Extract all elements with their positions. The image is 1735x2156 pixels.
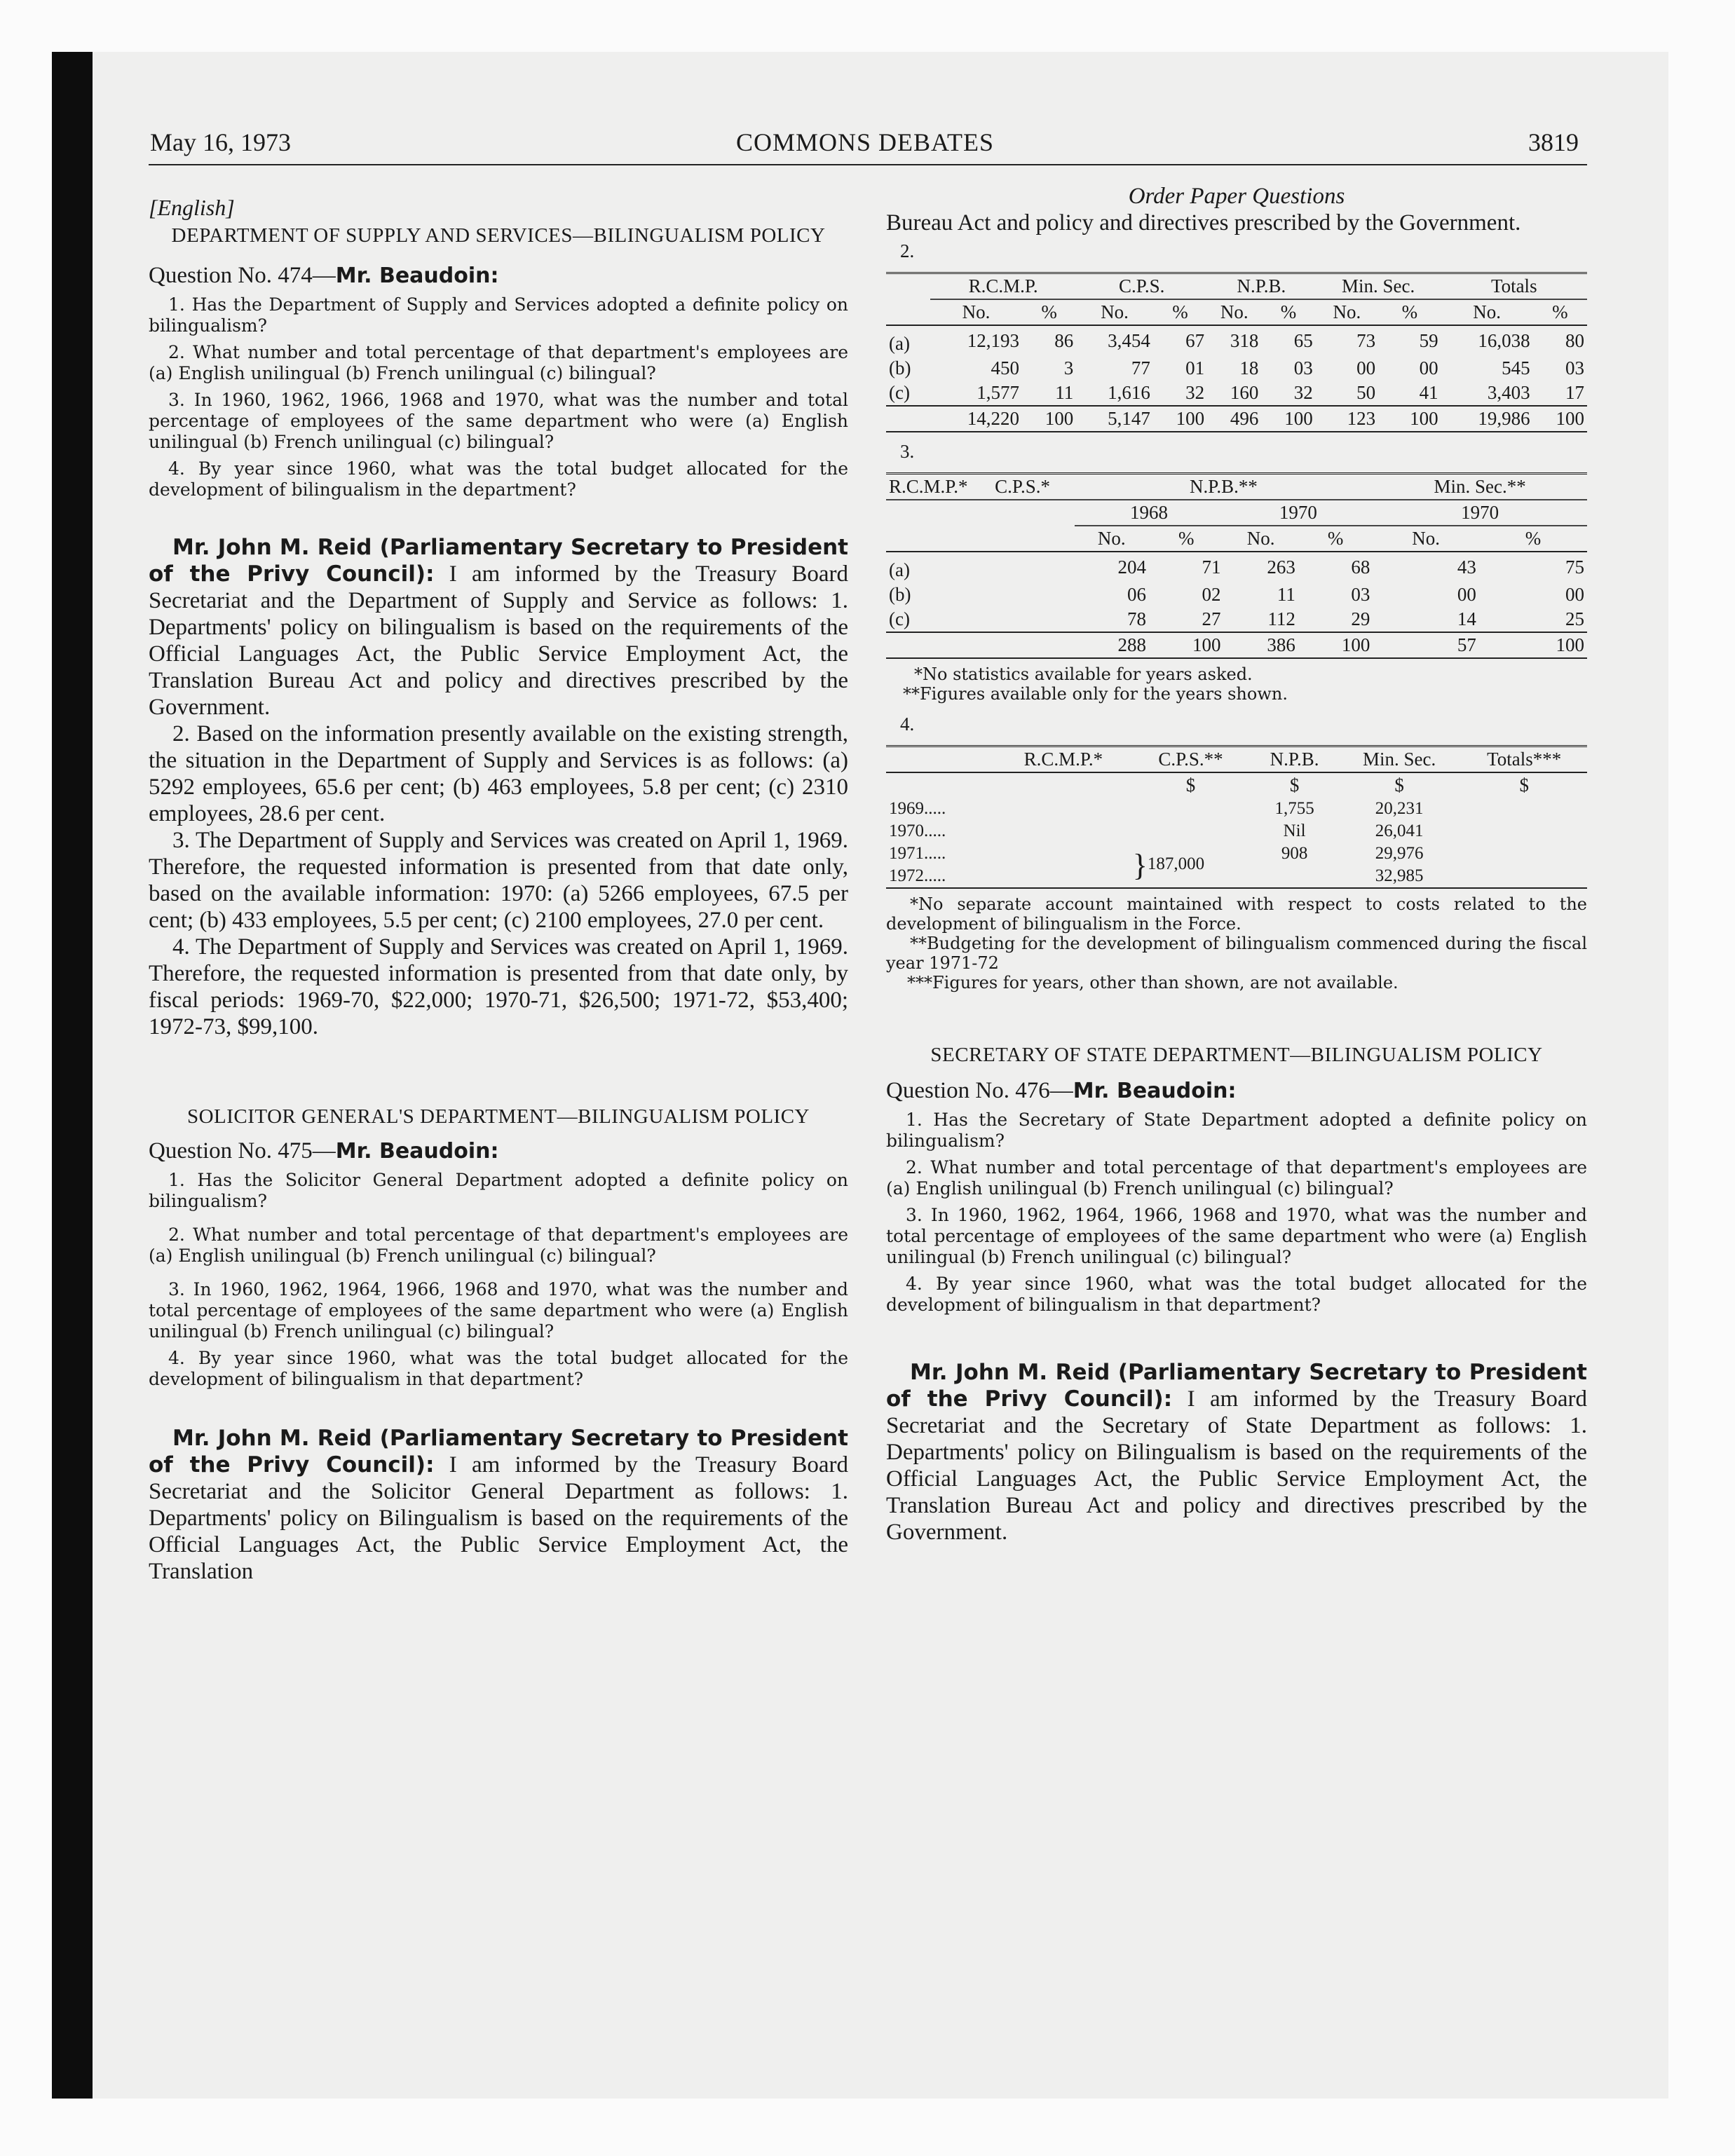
t2-sub-no: No. (1473, 301, 1501, 322)
t3-sub-no: No. (1246, 528, 1275, 549)
t3-sub-pct: % (1525, 528, 1542, 549)
q474-answer-1-text: I am informed by the Treasury Board Secretariat and the Department of Supply and Service as follows: 1. Departments' policy on bilingualism is based on the requirements of the Official Languages Act, the Public Service Employment Act, the Translation Bureau Act and policy and directives prescribed by the Government. (149, 561, 848, 720)
t2-row-c (886, 381, 1587, 406)
q474-answer-4: 4. The Department of Supply and Services was created on April 1, 1969. Therefore, the requested information is presented from that date only, by fiscal periods: 1969-70, $22,000; 1970-71, $26,500; 1971-72, $53,400; 1972-73, $99,100. (149, 934, 848, 1039)
language-tag: [English] (149, 195, 235, 220)
table-cell: 41 (1419, 382, 1438, 403)
q476-answer-text: I am informed by the Treasury Board Secretariat and the Secretary of State Department as follows: 1. Departments' policy on Bilingualism is based on the requirements of the Official Languages Act, the Public Service Employment Act, the Translation Bureau Act and policy and directives prescribed by the Government. (886, 1386, 1587, 1545)
t2-sub-pct: % (1401, 301, 1418, 322)
table-cell: 57 (1457, 634, 1476, 655)
t4-group-minsec: Min. Sec. (1362, 749, 1436, 770)
table-cell: 32,985 (1375, 866, 1424, 885)
q474-answer-2: 2. Based on the information presently available on the existing strength, the situation in the Department of Supply and Services is as follows: (a) 5292 employees, 65.6 per cent; (b) 463 employees, 5.8 per cent; (c) 2310 employees, 28.6 per cent. (149, 721, 848, 826)
t4-group-npb: N.P.B. (1270, 749, 1319, 770)
t4-group-cps: C.P.S.** (1158, 749, 1223, 770)
table-2 (886, 272, 1587, 432)
table-cell: 100 (1192, 634, 1221, 655)
table-cell (886, 632, 971, 658)
table-cell: 386 (1267, 634, 1295, 655)
table-2-label: 2. (900, 240, 915, 261)
t4-note-3: ***Figures for years, other than shown, are not available. (907, 973, 1399, 992)
t2-sub-pct: % (1041, 301, 1057, 322)
t4-note-1: *No separate account maintained with respect to costs related to the development of bilingualism in the Force. (886, 894, 1587, 934)
t3-sub-pct: % (1178, 528, 1195, 549)
q474-answer-1 (149, 534, 848, 721)
table-cell: 01 (1185, 357, 1205, 378)
table-cell: (b) (889, 357, 911, 378)
table-cell: (a) (889, 559, 910, 580)
q475-title (149, 1138, 848, 1164)
t4-unit: $ (1289, 775, 1300, 796)
table-cell: 100 (1176, 408, 1205, 429)
t3-year-1968: 1968 (1075, 500, 1224, 526)
table-cell: 25 (1565, 608, 1584, 629)
table-3 (886, 472, 1587, 659)
table-cell: 100 (1556, 408, 1584, 429)
table-cell: 00 (1356, 357, 1376, 378)
table-cell: 43 (1457, 557, 1476, 578)
table-cell: 1970..... (889, 821, 946, 840)
t2-sub-no: No. (1101, 301, 1129, 322)
q475-answer-text: I am informed by the Treasury Board Secretariat and the Solicitor General Department as follows: 1. Departments' policy on Bilingualism is based on the requirements of the Official Languages Act, the Public Service Employment Act, the Translation (149, 1452, 848, 1584)
q476-item-4: 4. By year since 1960, what was the total budget allocated for the development of bilingualism in that department? (886, 1274, 1587, 1315)
table-cell: 00 (1457, 584, 1476, 605)
t2-sub-pct: % (1280, 301, 1297, 322)
table-cell: 03 (1351, 584, 1370, 605)
header-page-number: 3819 (1528, 128, 1579, 156)
t4-row-1970 (886, 820, 1587, 842)
q476-title (886, 1078, 1587, 1104)
q476-speaker: Mr. John M. Reid (Parliamentary Secretary to President of the Privy Council): (886, 1360, 1587, 1412)
table-cell: 11 (1055, 382, 1074, 403)
t3-year-1970: 1970 (1223, 500, 1373, 526)
q474-item-2: 2. What number and total percentage of that department's employees are (a) English unilingual (b) French unilingual (c) bilingual? (149, 342, 848, 383)
table-cell: 29,976 (1375, 844, 1424, 863)
table-cell: 11 (1277, 584, 1295, 605)
table-cell: 71 (1202, 557, 1221, 578)
table-cell: 160 (1230, 382, 1259, 403)
table-cell: 27 (1202, 608, 1221, 629)
table-cell: 1971..... (889, 844, 946, 863)
table-cell: 3,454 (1108, 330, 1150, 351)
table-cell: Nil (1283, 821, 1306, 840)
left-column (149, 175, 848, 1585)
table-cell: 68 (1351, 557, 1370, 578)
t4-row-1969 (886, 798, 1587, 820)
table-cell: 100 (1284, 408, 1313, 429)
t3-group-rcmp: R.C.M.P.* (886, 474, 971, 500)
t3-group-cps: C.P.S.* (971, 474, 1075, 500)
table-cell: 100 (1556, 634, 1584, 655)
table-cell: 02 (1202, 584, 1221, 605)
table-cell: 1,616 (1108, 382, 1150, 403)
table-cell: 1972..... (889, 866, 946, 885)
t3-row-b (886, 582, 1587, 607)
q475-answer (149, 1425, 848, 1585)
t2-group-totals: Totals (1441, 273, 1587, 300)
q474-title (149, 263, 848, 289)
table-cell: 03 (1293, 357, 1313, 378)
t3-sub-no: No. (1412, 528, 1440, 549)
table-cell: (b) (889, 584, 911, 605)
right-column (886, 175, 1587, 1546)
q476-item-3: 3. In 1960, 1962, 1964, 1966, 1968 and 1970, what was the number and total percentage of employees of the same department who were (a) English unilingual (b) French unilingual (c) bilingual? (886, 1205, 1587, 1267)
table-cell: 73 (1356, 330, 1376, 351)
q476-answer (886, 1359, 1587, 1546)
t2-row-total (886, 406, 1587, 432)
table-cell: 496 (1230, 408, 1259, 429)
table-cell: 75 (1565, 557, 1584, 578)
table-cell: 288 (1117, 634, 1146, 655)
t2-sub-pct: % (1172, 301, 1188, 322)
q476-asker: Mr. Beaudoin: (1073, 1079, 1237, 1103)
table-cell: 12,193 (967, 330, 1019, 351)
table-cell: 32 (1185, 382, 1205, 403)
t2-group-minsec: Min. Sec. (1316, 273, 1441, 300)
table-cell (886, 406, 930, 432)
t2-group-cps: C.P.S. (1076, 273, 1207, 300)
table-cell: 20,231 (1375, 799, 1424, 818)
table-cell: 204 (1117, 557, 1146, 578)
table-cell: 123 (1347, 408, 1376, 429)
table-cell: 450 (991, 357, 1019, 378)
q474-heading: DEPARTMENT OF SUPPLY AND SERVICES—BILINGUALISM POLICY (171, 224, 826, 247)
table-cell: 112 (1267, 608, 1295, 629)
q475-item-2: 2. What number and total percentage of that department's employees are (a) English unilingual (b) French unilingual (c) bilingual? (149, 1224, 848, 1266)
q476-heading: SECRETARY OF STATE DEPARTMENT—BILINGUALISM POLICY (930, 1044, 1543, 1066)
t3-row-a (886, 552, 1587, 582)
t4-note-2: **Budgeting for the development of bilingualism commenced during the fiscal year 1971-72 (886, 934, 1587, 973)
header-date: May 16, 1973 (150, 128, 291, 156)
q474-answer-3: 3. The Department of Supply and Services was created on April 1, 1969. Therefore, the requested information is presented from that date only, based on the available information: 1970: (a) 5266 employees, 67.5 per cent; (b) 433 employees, 5.5 per cent; (c) 2100 employees, 27.0 per cent. (149, 828, 848, 933)
t3-note-1: *No statistics available for years asked. (914, 664, 1253, 684)
table-cell: 1969..... (889, 799, 946, 818)
table-cell: 100 (1341, 634, 1370, 655)
table-cell (1251, 865, 1337, 888)
t2-sub-no: No. (962, 301, 991, 322)
table-cell: 318 (1230, 330, 1259, 351)
q475-item-3: 3. In 1960, 1962, 1964, 1966, 1968 and 1970, what was the number and total percentage of employees of the same department who were (a) English unilingual (b) French unilingual (c) bilingual? (149, 1279, 848, 1342)
t4-group-rcmp: R.C.M.P.* (1023, 749, 1103, 770)
table-cell: 50 (1356, 382, 1376, 403)
table-cell: 78 (1127, 608, 1146, 629)
table-cell: 00 (1565, 584, 1584, 605)
table-cell: 16,038 (1478, 330, 1530, 351)
q475-label: Question No. 475— (149, 1138, 336, 1164)
t4-row-1971 (886, 842, 1587, 865)
table-cell: 32 (1293, 382, 1313, 403)
t2-sub-pct: % (1552, 301, 1568, 322)
t3-sub-no: No. (1097, 528, 1126, 549)
table-cell: 100 (1410, 408, 1438, 429)
table-4 (886, 745, 1587, 889)
q475-item-1: 1. Has the Solicitor General Department adopted a definite policy on bilingualism? (149, 1170, 848, 1211)
table-cell: 5,147 (1108, 408, 1150, 429)
section-title: Order Paper Questions (1128, 184, 1345, 209)
table-cell: 17 (1565, 382, 1584, 403)
header-rule (149, 164, 1587, 165)
t2-row-b (886, 356, 1587, 381)
table-cell: 14,220 (967, 408, 1019, 429)
table-cell: 26,041 (1375, 821, 1424, 840)
t3-sub-pct: % (1327, 528, 1344, 549)
t4-cps-brace-value: 187,000 (1147, 854, 1205, 873)
table-cell: (c) (889, 608, 910, 629)
table-cell: 06 (1127, 584, 1146, 605)
table-cell: 263 (1267, 557, 1295, 578)
table-cell: 19,986 (1478, 408, 1530, 429)
q474-asker: Mr. Beaudoin: (335, 264, 499, 288)
table-cell: 14 (1457, 608, 1476, 629)
t2-sub-no: No. (1333, 301, 1361, 322)
table-cell: (c) (889, 382, 910, 403)
t4-unit: $ (1394, 775, 1404, 796)
table-cell: 3 (1063, 357, 1074, 378)
t4-unit: $ (1519, 775, 1529, 796)
q474-item-1: 1. Has the Department of Supply and Services adopted a definite policy on bilingualism? (149, 294, 848, 336)
q475-item-4: 4. By year since 1960, what was the total budget allocated for the development of bilingualism in that department? (149, 1348, 848, 1389)
table-cell: 545 (1502, 357, 1530, 378)
t3-group-npb: N.P.B.** (1075, 474, 1373, 500)
book-spine-shadow (52, 52, 93, 2099)
t3-year-1970-minsec: 1970 (1373, 500, 1587, 526)
table-cell: 59 (1419, 330, 1438, 351)
table-3-label: 3. (900, 441, 915, 462)
q475-asker: Mr. Beaudoin: (335, 1139, 499, 1164)
q474-item-3: 3. In 1960, 1962, 1966, 1968 and 1970, what was the number and total percentage of employees of the same department who were (a) English unilingual (b) French unilingual (c) bilingual? (149, 390, 848, 452)
continuation-text: Bureau Act and policy and directives prescribed by the Government. (886, 210, 1521, 236)
table-cell: 908 (1281, 844, 1308, 863)
table-cell: 100 (1045, 408, 1074, 429)
t4-group-totals: Totals*** (1487, 749, 1562, 770)
q476-label: Question No. 476— (886, 1078, 1073, 1103)
table-cell: 65 (1293, 330, 1313, 351)
table-cell: 29 (1351, 608, 1370, 629)
t3-note-2: **Figures available only for the years shown. (903, 684, 1288, 704)
table-cell: 77 (1131, 357, 1150, 378)
table-cell: 80 (1565, 330, 1584, 351)
table-cell: 00 (1419, 357, 1438, 378)
t4-cps-brace-cell: }187,000 (1132, 847, 1205, 882)
t4-unit: $ (1185, 775, 1196, 796)
q474-label: Question No. 474— (149, 263, 336, 288)
q476-item-2: 2. What number and total percentage of that department's employees are (a) English unilingual (b) French unilingual (c) bilingual? (886, 1157, 1587, 1199)
q474-item-4: 4. By year since 1960, what was the total budget allocated for the development of bilingualism in the department? (149, 458, 848, 500)
table-cell: 3,403 (1487, 382, 1530, 403)
q475-speaker: Mr. John M. Reid (Parliamentary Secretary to President of the Privy Council): (149, 1426, 848, 1478)
t2-sub-no: No. (1220, 301, 1248, 322)
table-cell: 67 (1185, 330, 1205, 351)
q476-item-1: 1. Has the Secretary of State Department adopted a definite policy on bilingualism? (886, 1110, 1587, 1151)
table-cell: 1,577 (977, 382, 1019, 403)
t2-group-npb: N.P.B. (1207, 273, 1316, 300)
t2-row-a (886, 325, 1587, 356)
t2-group-rcmp: R.C.M.P. (930, 273, 1076, 300)
table-4-label: 4. (900, 714, 915, 735)
table-cell: (a) (889, 333, 910, 354)
table-cell: 86 (1054, 330, 1074, 351)
q475-heading: SOLICITOR GENERAL'S DEPARTMENT—BILINGUALISM POLICY (186, 1105, 810, 1128)
t3-group-minsec: Min. Sec.** (1373, 474, 1587, 500)
t3-row-c (886, 607, 1587, 632)
table-cell: 18 (1239, 357, 1259, 378)
header-title: COMMONS DEBATES (736, 128, 995, 156)
table-cell: 1,755 (1274, 799, 1314, 818)
t3-row-total (886, 632, 1587, 658)
q474-speaker: Mr. John M. Reid (Parliamentary Secretary to President of the Privy Council): (149, 535, 848, 587)
table-cell: 03 (1565, 357, 1584, 378)
